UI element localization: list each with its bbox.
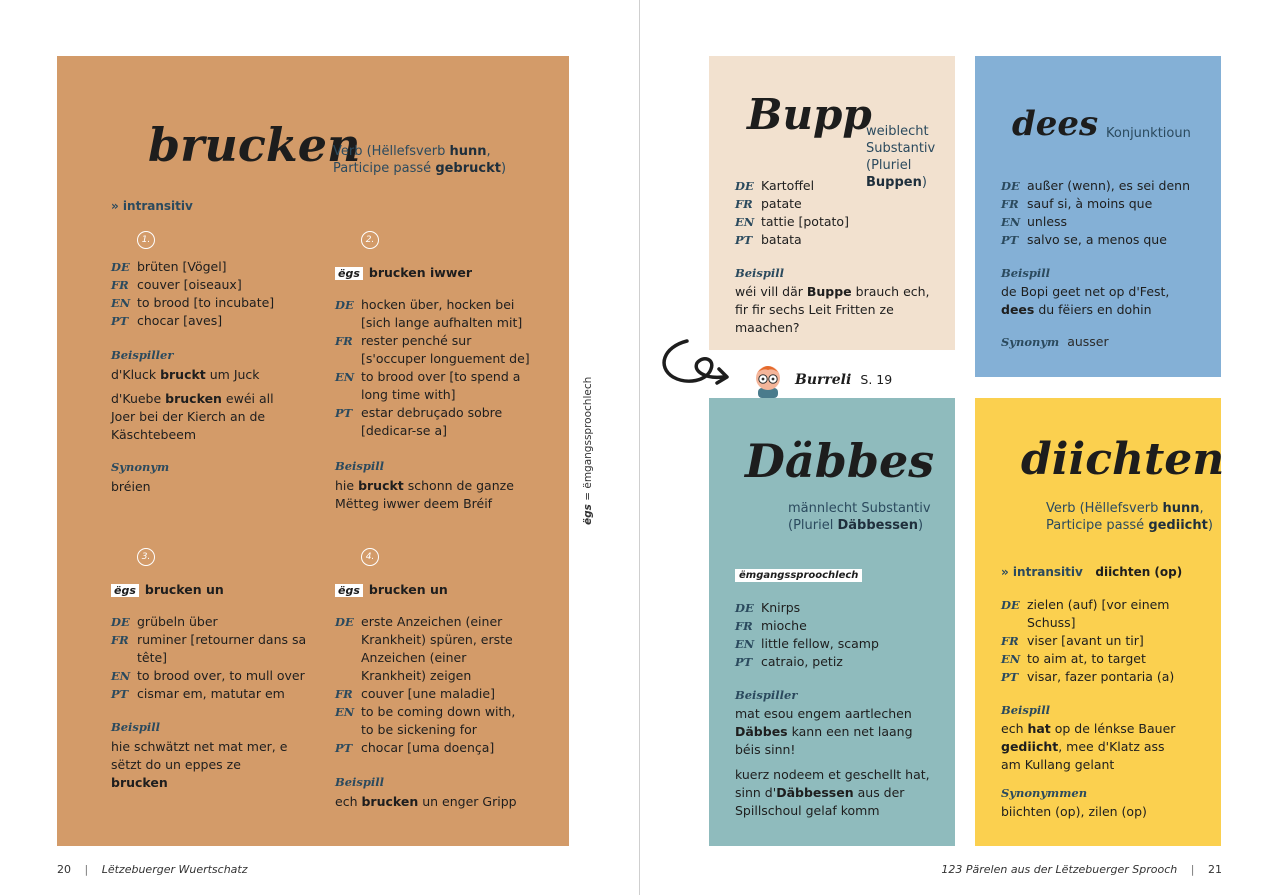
example-bupp: wéi vill där Buppe brauch ech, fir fir sechs Leit Fritten ze maachen? bbox=[735, 284, 930, 335]
headword-diichten: diichten bbox=[1021, 434, 1225, 485]
sense-title-diichten: » intransitiv diichten (op) bbox=[1001, 565, 1183, 579]
reference-name: Burreli bbox=[795, 372, 852, 388]
example-label-sense-2: Beispill bbox=[335, 459, 385, 473]
sense-number-4: 4. bbox=[361, 548, 379, 566]
sense-number-3: 3. bbox=[137, 548, 155, 566]
sense-title-4: ëgs brucken un bbox=[335, 582, 448, 597]
example-label-dees: Beispill bbox=[1001, 266, 1051, 280]
example-label-bupp: Beispill bbox=[735, 266, 785, 280]
book-title-left: Lëtzebuerger Wuertschatz bbox=[101, 863, 248, 876]
example-dees: de Bopi geet net op d'Fest, dees du fëiers en dohin bbox=[1001, 284, 1170, 317]
example-label-diichten: Beispill bbox=[1001, 703, 1051, 717]
sense-title-2: ëgs brucken iwwer bbox=[335, 265, 472, 280]
grammar-info-dees: Konjunktioun bbox=[1106, 126, 1191, 141]
example-sense-2: hie bruckt schonn de ganze Mëtteg iwwer deem Bréif bbox=[335, 478, 514, 511]
intransitive-marker: » intransitiv bbox=[111, 199, 193, 213]
synonym-label: Synonym bbox=[111, 460, 170, 474]
example-label-sense-4: Beispill bbox=[335, 775, 385, 789]
egs-tag: ëgs bbox=[111, 584, 139, 597]
book-title-right: 123 Pärelen aus der Lëtzebuerger Sprooch bbox=[941, 863, 1178, 876]
headword-dabbes: Däbbes bbox=[745, 434, 935, 488]
example-diichten: ech hat op de lénkse Bauer gediicht, mee d'Klatz ass am Kullang gelant bbox=[1001, 721, 1176, 772]
translations-dabbes: DE Knirps FR mioche EN little fellow, scamp PT catraio, petiz bbox=[735, 600, 879, 669]
sense-number-1: 1. bbox=[137, 231, 155, 249]
example-sense-4: ech brucken un enger Gripp bbox=[335, 794, 517, 809]
example-2-dabbes: kuerz nodeem et geschellt hat, sinn d'Däbbessen aus der Spillschoul gelaf komm bbox=[735, 767, 930, 818]
cross-reference[interactable] bbox=[795, 369, 892, 388]
translations-sense-1: DE brüten [Vögel] FR couver [oiseaux] EN to brood [to incubate] PT chocar [aves] bbox=[111, 259, 275, 328]
grammar-info-dabbes: männlecht Substantiv (Pluriel Däbbessen) bbox=[788, 501, 931, 533]
headword-brucken: brucken bbox=[148, 118, 361, 172]
example-1-dabbes: mat esou engem aartlechen Däbbes kann een net laang béis sinn! bbox=[735, 706, 913, 757]
translations-sense-3: DE grübeln über FR ruminer [retourner dans sa tête] EN to brood over, to mull over PT cismar em, matutar em bbox=[111, 614, 307, 701]
synonyms-diichten: biichten (op), zilen (op) bbox=[1001, 804, 1147, 819]
translations-sense-2: DE hocken über, hocken bei [sich lange aufhalten mit] FR rester penché sur [s'occuper longuement de] EN to brood over [to spend a long time with] PT estar debruçado sobre [dedicar-se a] bbox=[335, 297, 530, 438]
synonym-value: bréien bbox=[111, 479, 151, 494]
register-tag-dabbes: ëmgangssproochlech bbox=[735, 569, 862, 582]
examples-label-sense-1: Beispiller bbox=[111, 348, 174, 362]
grammar-info-diichten: Verb (Hëllefsverb hunn, Participe passé gediicht) bbox=[1046, 501, 1213, 533]
footer-left: 20 | Lëtzebuerger Wuertschatz bbox=[57, 863, 248, 876]
example-2-sense-1: d'Kuebe brucken ewéi all Joer bei der Kierch an de Käschtebeem bbox=[111, 391, 274, 442]
abbreviation-note: ëgs = ëmgangssproochlech bbox=[582, 376, 594, 525]
curved-arrow-icon bbox=[655, 333, 755, 388]
page-number-right: 21 bbox=[1208, 863, 1222, 876]
examples-label-dabbes: Beispiller bbox=[735, 688, 798, 702]
grammar-info-bupp: weiblecht Substantiv (Pluriel Buppen) bbox=[866, 124, 936, 190]
grammar-info-brucken: Verb (Hëllefsverb hunn, Participe passé gebruckt) bbox=[333, 144, 507, 176]
footer-right: 123 Pärelen aus der Lëtzebuerger Sprooch | 21 bbox=[941, 863, 1222, 876]
translations-bupp: DE Kartoffel FR patate EN tattie [potato] PT batata bbox=[735, 178, 849, 247]
sense-number-2: 2. bbox=[361, 231, 379, 249]
example-sense-3: hie schwätzt net mat mer, e sëtzt do un eppes ze brucken bbox=[111, 739, 288, 790]
egs-tag: ëgs bbox=[335, 584, 363, 597]
synonyms-label-diichten: Synonymmen bbox=[1001, 786, 1088, 800]
translations-sense-4: DE erste Anzeichen (einer Krankheit) spüren, erste Anzeichen (einer Krankheit) zeigen FR couver [une maladie] EN to be coming down with, to be sickening for PT chocar [uma doença] bbox=[335, 614, 516, 755]
translations-dees: DE außer (wenn), es sei denn FR sauf si, à moins que EN unless PT salvo se, a menos que bbox=[1001, 178, 1191, 247]
example-1-sense-1: d'Kluck bruckt um Juck bbox=[111, 367, 260, 382]
reference-page: S. 19 bbox=[860, 372, 893, 387]
page-number-left: 20 bbox=[57, 863, 71, 876]
example-label-sense-3: Beispill bbox=[111, 720, 161, 734]
headword-dees: dees bbox=[1012, 104, 1099, 144]
burreli-character-icon bbox=[752, 362, 784, 398]
synonym-dees: Synonym ausser bbox=[1001, 334, 1109, 349]
sense-title-3: ëgs brucken un bbox=[111, 582, 224, 597]
headword-bupp: Bupp bbox=[747, 90, 872, 139]
page-fold bbox=[639, 0, 640, 895]
egs-tag: ëgs bbox=[335, 267, 363, 280]
translations-diichten: DE zielen (auf) [vor einem Schuss] FR viser [avant un tir] EN to aim at, to target PT visar, fazer pontaria (a) bbox=[1001, 597, 1175, 684]
